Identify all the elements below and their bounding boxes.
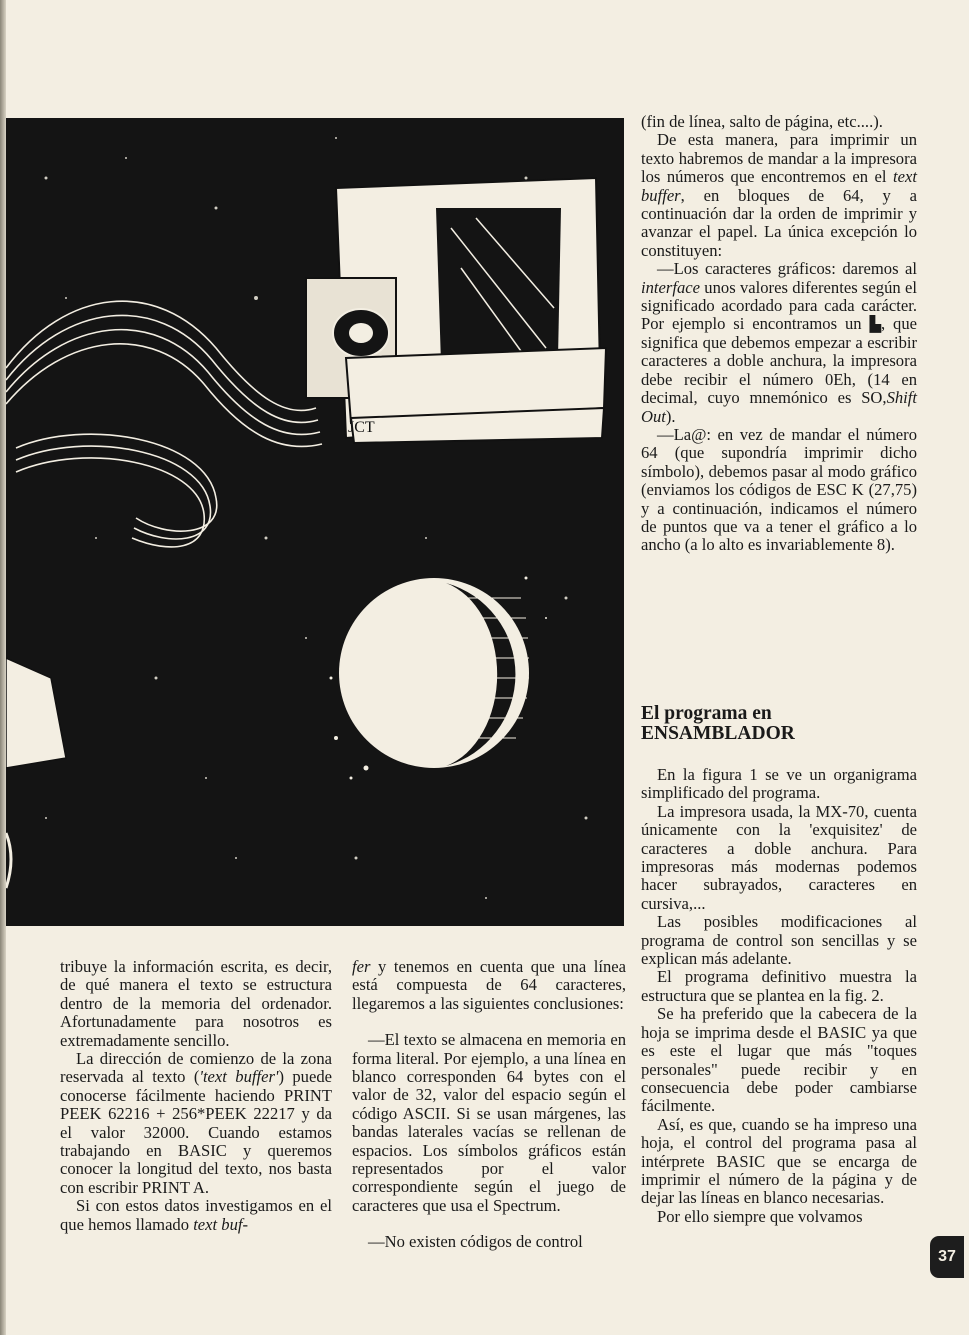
right-column-top: [641, 113, 917, 555]
printer-body: [306, 178, 606, 443]
left-paragraph-3: Si con estos datos investigamos en el que hemos llamado text buf-: [60, 1196, 332, 1234]
middle-paragraph-2: —El texto se almacena en memoria en forma literal. Por ejemplo, a una línea en blanco corresponden 64 bytes con el valor de 32, valor del espacio según el código ASCII. Si se usan márgenes, las bandas laterales vacías se rellenan de espacios. Los símbolos gráficos están representados por el valor correspondiente según el juego de caracteres que usa el Spectrum.: [352, 1030, 626, 1215]
right-bottom-paragraph-3: Las posibles modificaciones al programa de control son sencillas y se explican más adelante.: [641, 912, 917, 969]
right-bottom-paragraph-1: En la figura 1 se ve un organigrama simplificado del programa.: [641, 765, 917, 803]
left-paragraph-1: tribuye la información escrita, es decir, de qué manera el texto se estructura dentro de la memoria del ordenador. Afortunadamente para nosotros es extremadamente sencillo.: [60, 957, 332, 1050]
right-bottom-paragraph-7: Por ello siempre que volvamos: [657, 1206, 863, 1226]
right-bottom-paragraph-5: Se ha preferido que la cabecera de la hoja se imprima desde el BASIC ya que es este el lugar que más "toques personales" puede recibir y en consecuencia debe poder cambiarse fácilmente.: [641, 1004, 917, 1116]
page-number-tab: 37: [930, 1236, 964, 1278]
right-bottom-paragraph-4: El programa definitivo muestra la estructura que se plantea en la fig. 2.: [641, 967, 917, 1005]
space-printer-drawing: [6, 118, 624, 926]
right-bottom-paragraph-6: Así, es que, cuando se ha impreso una hoja, el control del programa pasa al intérprete BASIC que se encarga de imprimir el número de la página y de dejar las líneas en blanco necesarias.: [641, 1114, 917, 1208]
left-paragraph-2: La dirección de comienzo de la zona reservada al texto ('text buffer') puede conocerse fácilmente haciendo PRINT PEEK 62216 + 256*PEEK 22217 y da el valor 32000. Cuando estamos trabajando en BASIC y queremos conocer la longitud del texto, nos basta con escribir PRINT A.: [60, 1049, 332, 1197]
right-column-bottom: [641, 766, 917, 1226]
left-column: [60, 958, 332, 1234]
middle-paragraph-3: —No existen códigos de control: [368, 1232, 583, 1252]
middle-paragraph-1: fer y tenemos en cuenta que una línea está compuesta de 64 caracteres, llegaremos a las siguientes conclusiones:: [352, 957, 626, 1013]
illustration-signature: JCT: [348, 419, 375, 436]
right-top-paragraph-3: —Los caracteres gráficos: daremos al interface unos valores diferentes según el significado acordado para cada carácter. Por ejemplo si encontramos un ▙, que significa que debemos empezar a escribir caracteres a doble anchura, la impresora debe recibir el número 0Eh, (14 en decimal, cuyo mnemónico es SO,Shift Out).: [641, 259, 917, 426]
double-width-glyph-icon: ▙: [869, 315, 881, 334]
right-top-paragraph-1: (fin de línea, salto de página, etc....).: [641, 112, 883, 131]
computer-printer-illustration: [6, 118, 624, 926]
right-top-paragraph-2: De esta manera, para imprimir un texto habremos de mandar a la impresora los números que encontremos en el text buffer, en bloques de 64, y a continuación dar la orden de imprimir y avanzar el papel. La única excepción lo constituyen:: [641, 130, 917, 260]
middle-column: [352, 958, 626, 1252]
planet: [339, 578, 529, 768]
circuit-board: [6, 658, 66, 768]
right-bottom-paragraph-2: La impresora usada, la MX-70, cuenta únicamente con la 'exquisitez' de caracteres a doble anchura. Para impresoras más modernas podemos hacer subrayados, caracteres en cursiva,...: [641, 801, 917, 913]
right-top-paragraph-4: —La@: en vez de mandar el número 64 (que supondría imprimir dicho símbolo), debemos pasar al modo gráfico (enviamos los códigos de ESC K (27,75) y a continuación, indicamos el número de puntos que va a tener el gráfico a lo ancho (a lo alto es invariablemente 8).: [641, 424, 917, 555]
section-heading: El programa en ENSAMBLADOR: [641, 703, 795, 744]
